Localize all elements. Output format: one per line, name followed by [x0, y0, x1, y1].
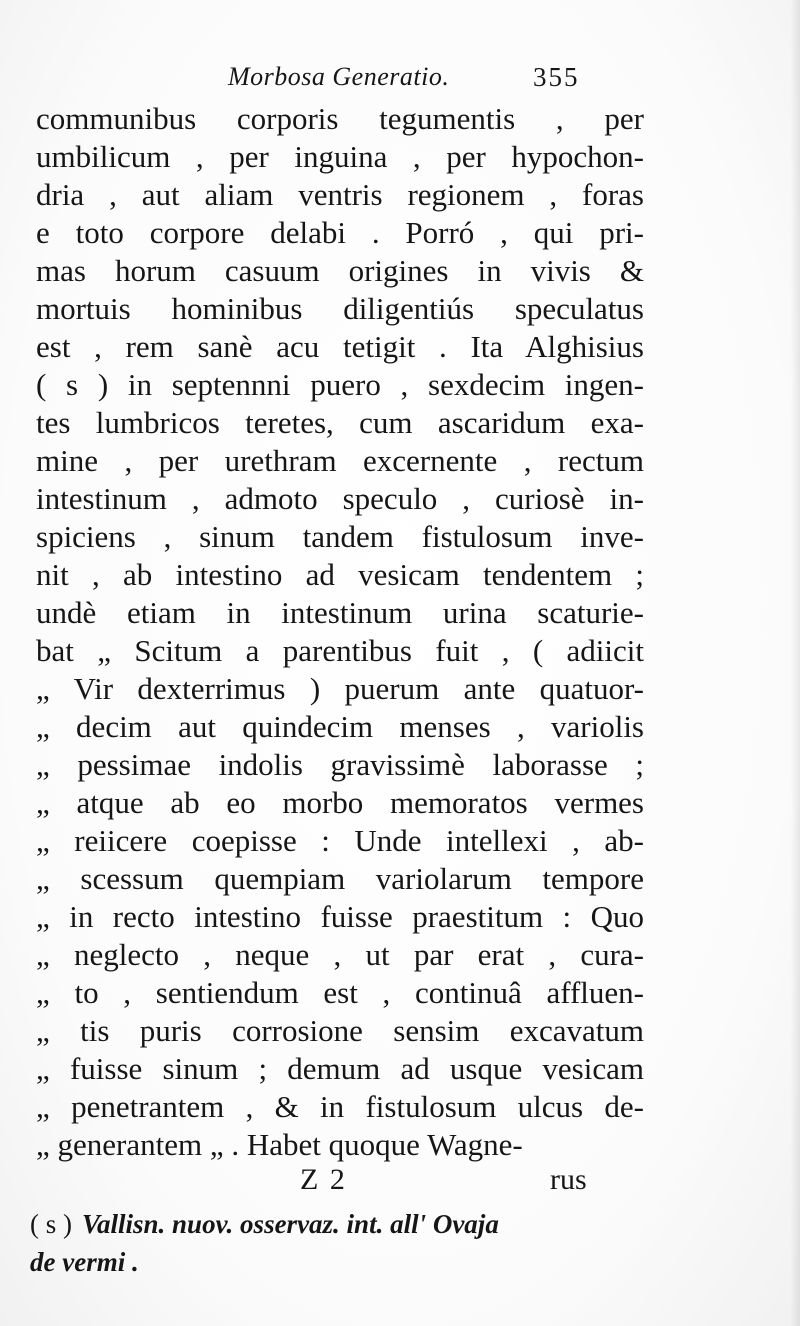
text-line: „ reiicere coepisse : Unde intellexi , ab- [36, 823, 644, 858]
text-line: „ generantem „ . Habet quoque Wagne- [36, 1127, 523, 1162]
text-line: nit , ab intestino ad vesicam tendentem ; [36, 557, 644, 592]
text-line: ( s ) in septennni puero , sexdecim ingen- [36, 367, 644, 402]
page-number: 355 [533, 62, 580, 92]
text-line: „ neglecto , neque , ut par erat , cura- [36, 937, 644, 972]
text-line: mine , per urethram excernente , rectum [36, 443, 644, 478]
text-line: „ fuisse sinum ; demum ad usque vesicam [36, 1051, 644, 1086]
text-line: umbilicum , per inguina , per hypochon- [36, 139, 644, 174]
text-line: dria , aut aliam ventris regionem , foras [36, 177, 644, 212]
footnote-line-2 [30, 1243, 670, 1281]
text-line: „ to , sentiendum est , continuâ affluen- [36, 975, 644, 1010]
text-line: tes lumbricos teretes, cum ascaridum exa- [36, 405, 644, 440]
text-line: „ atque ab eo morbo memoratos vermes [36, 785, 644, 820]
text-line: „ decim aut quindecim menses , variolis [36, 709, 644, 744]
footnote-reference-cont: de vermi . [30, 1247, 139, 1277]
text-line: „ Vir dexterrimus ) puerum ante quatuor- [36, 671, 644, 706]
text-line: „ pessimae indolis gravissimè laborasse ; [36, 747, 644, 782]
text-line: communibus corporis tegumentis , per [36, 101, 644, 136]
text-line: est , rem sanè acu tetigit . Ita Alghisius [36, 329, 644, 364]
footnote [30, 1205, 670, 1281]
text-line: intestinum , admoto speculo , curiosè in- [36, 481, 644, 516]
text-line: bat „ Scitum a parentibus fuit , ( adiicit [36, 633, 644, 668]
signature-mark: Z 2 [300, 1163, 347, 1196]
catchword: rus [550, 1163, 587, 1196]
text-line: mas horum casuum origines in vivis & [36, 253, 644, 288]
text-line: „ penetrantem , & in fistulosum ulcus de- [36, 1089, 644, 1124]
page-header [0, 60, 800, 100]
running-title: Morbosa Generatio. [228, 62, 450, 91]
text-line: spiciens , sinum tandem fistulosum inve- [36, 519, 644, 554]
text-line: undè etiam in intestinum urina scaturie- [36, 595, 644, 630]
text-line: „ tis puris corrosione sensim excavatum [36, 1013, 644, 1048]
text-line: „ scessum quempiam variolarum tempore [36, 861, 644, 896]
text-line: e toto corpore delabi . Porró , qui pri- [36, 215, 644, 250]
text-line: „ in recto intestino fuisse praestitum : Quo [36, 899, 644, 934]
footnote-line-1 [30, 1205, 670, 1243]
page-edge-shadow [790, 0, 800, 1326]
text-line: mortuis hominibus diligentiús speculatus [36, 291, 644, 326]
footnote-marker: ( s ) [30, 1209, 72, 1239]
footnote-reference: Vallisn. nuov. osservaz. int. all' Ovaja [82, 1209, 499, 1239]
